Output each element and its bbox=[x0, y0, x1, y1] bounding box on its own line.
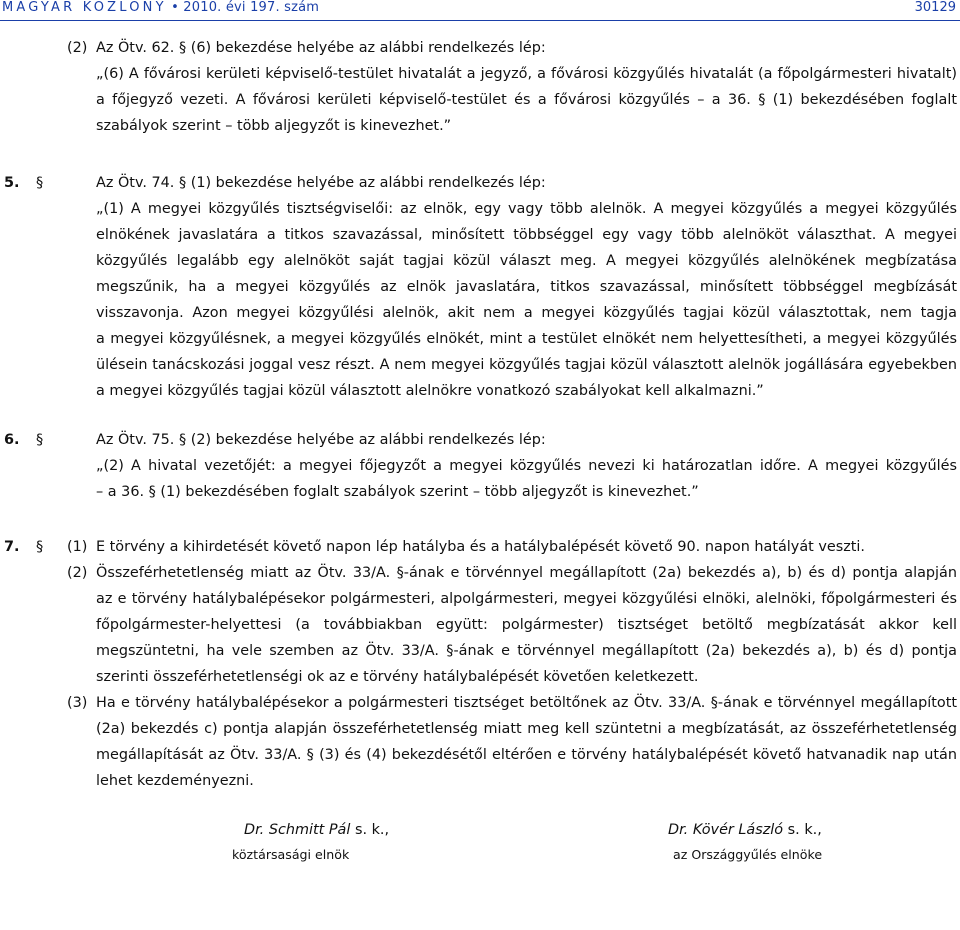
text-line: a megyei közgyűlésnek, a megyei közgyűlés elnökét, mint a testület elnökét nem helyettesítheti, a megyei közgyűlés bbox=[96, 331, 957, 347]
text-line: közgyűlés legalább egy alelnököt saját tagjai közül választ meg. A megyei közgyűlés alelnökének megbízatása bbox=[96, 253, 957, 269]
running-header: MAGYAR KÖZLÖNY • 2010. évi 197. szám bbox=[2, 0, 320, 15]
text-line: az e törvény hatálybalépésekor polgármesteri, alpolgármesteri, megyei közgyűlési elnöki, alelnöki, főpolgármesteri és bbox=[96, 591, 957, 607]
text-line: „(6) A fővárosi kerületi képviselő-testület hivatalát a jegyző, a fővárosi közgyűlés hivatalát (a főpolgármesteri hivatalt) bbox=[96, 66, 957, 82]
signature-left-role: köztársasági elnök bbox=[232, 847, 350, 862]
text-line: megszüntetni, ha vele szemben az Ötv. 33/A. §-ának e törvénnyel megállapított (2a) bekezdés a), b) és d) pontja bbox=[96, 643, 957, 659]
signatory-suffix: s. k., bbox=[350, 822, 390, 838]
section-sign: § bbox=[36, 432, 44, 448]
page-number: 30129 bbox=[914, 0, 956, 15]
text-line: Az Ötv. 75. § (2) bekezdése helyébe az alábbi rendelkezés lép: bbox=[96, 432, 546, 448]
paragraph-label: (3) bbox=[67, 695, 88, 711]
text-line: „(1) A megyei közgyűlés tisztségviselői: az elnök, egy vagy több alelnök. A megyei közgyűlés a megyei közgyűlés bbox=[96, 201, 957, 217]
text-line: visszavonja. Azon megyei közgyűlési alelnök, akit nem a megyei közgyűlés tagjai közül választottak, nem tagja bbox=[96, 305, 957, 321]
header-rule bbox=[0, 20, 960, 21]
signature-right-role: az Országgyűlés elnöke bbox=[673, 847, 823, 862]
section-number: 6. bbox=[4, 432, 20, 448]
section-number: 5. bbox=[4, 175, 20, 191]
signatory-name: Dr. Schmitt Pál bbox=[244, 822, 351, 838]
text-line: szabályok szerint – több aljegyzőt is kinevezhet.” bbox=[96, 118, 452, 134]
signature-right-name bbox=[668, 820, 822, 840]
page-header bbox=[0, 0, 960, 20]
section-sign: § bbox=[36, 175, 44, 191]
paragraph-label: (2) bbox=[67, 40, 88, 56]
text-line: Az Ötv. 74. § (1) bekezdése helyébe az alábbi rendelkezés lép: bbox=[96, 175, 546, 191]
paragraph-label: (2) bbox=[67, 565, 88, 581]
text-line: (2a) bekezdés c) pontja alapján összeférhetetlenség miatt meg kell szüntetni a megbízatását, az összeférhetetlenség bbox=[96, 721, 957, 737]
text-line: lehet kezdeményezni. bbox=[96, 773, 254, 789]
text-line: Összeférhetetlenség miatt az Ötv. 33/A. §-ának e törvénnyel megállapított (2a) bekezdés a), b) és d) pontja alapján bbox=[96, 565, 957, 581]
signatory-name: Dr. Kövér László bbox=[668, 822, 784, 838]
journal-title: MAGYAR KÖZLÖNY bbox=[2, 0, 167, 15]
text-line: „(2) A hivatal vezetőjét: a megyei főjegyzőt a megyei közgyűlés nevezi ki határozatlan időre. A megyei közgyűlés bbox=[96, 458, 957, 474]
paragraph-label: (1) bbox=[67, 539, 88, 555]
text-line: megállapítását az Ötv. 33/A. § (3) és (4) bekezdésétől eltérően e törvény hatálybalépését követő hatvanadik nap után bbox=[96, 747, 957, 763]
signatory-suffix: s. k., bbox=[783, 822, 822, 838]
text-line: – a 36. § (1) bekezdésében foglalt szabályok szerint – több aljegyzőt is kinevezhet.” bbox=[96, 484, 699, 500]
text-line: Az Ötv. 62. § (6) bekezdése helyébe az alábbi rendelkezés lép: bbox=[96, 40, 546, 56]
issue-label: 2010. évi 197. szám bbox=[183, 0, 320, 15]
text-line: szerinti összeférhetetlenségi ok az e törvény hatálybalépését követően keletkezett. bbox=[96, 669, 699, 685]
section-sign: § bbox=[36, 539, 44, 555]
text-line: ülésein tanácskozási joggal vesz részt. A nem megyei közgyűlés tagjai közül választott alelnök jogállására egyebekben bbox=[96, 357, 957, 373]
text-line: főpolgármester-helyettesi (a továbbiakban együtt: polgármester) tisztséget betöltő megbízatását akkor kell bbox=[96, 617, 957, 633]
text-line: a főjegyző vezeti. A fővárosi kerületi képviselő-testület és a fővárosi közgyűlés – a 36. § (1) bekezdésében foglalt bbox=[96, 92, 957, 108]
text-line: Ha e törvény hatálybalépésekor a polgármesteri tisztséget betöltőnek az Ötv. 33/A. §-ának e törvénnyel megállapított bbox=[96, 695, 957, 711]
text-line: megszűnik, ha a megyei közgyűlés az elnök javaslatára, titkos szavazással, minősített többséggel megbízását bbox=[96, 279, 957, 295]
signature-left-name bbox=[244, 820, 389, 840]
section-number: 7. bbox=[4, 539, 20, 555]
text-line: a megyei közgyűlés tagjai közül választott alelnökre vonatkozó szabályokat kell alkalmazni.” bbox=[96, 383, 764, 399]
text-line: elnökének javaslatára a titkos szavazással, minősített többséggel egy vagy több alelnököt választhat. A megyei bbox=[96, 227, 957, 243]
text-line: E törvény a kihirdetését követő napon lép hatályba és a hatálybalépését követő 90. napon hatályát veszti. bbox=[96, 539, 865, 555]
